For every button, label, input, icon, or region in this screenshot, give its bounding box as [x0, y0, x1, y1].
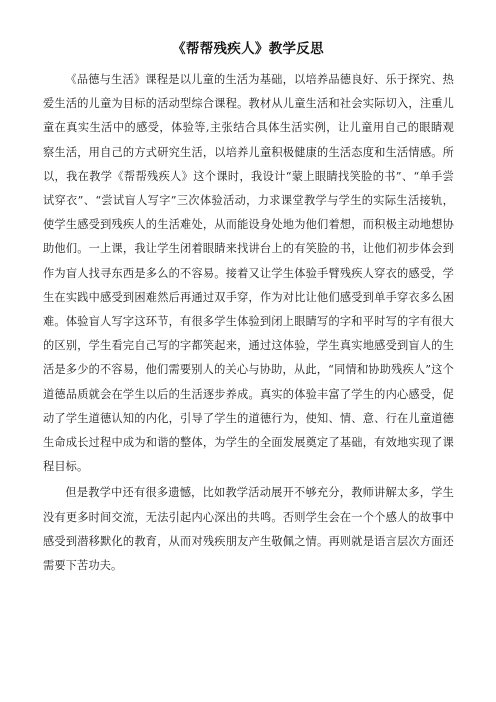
document-body	[43, 68, 454, 578]
paragraph-2: 但是教学中还有很多遗憾，比如教学活动展开不够充分，教师讲解太多，学生没有更多时间交流，无法引起内心深出的共鸣。否则学生会在一个个感人的故事中感受到潜移默化的教育，从而对残疾朋友产生敬佩之情。再则就是语言层次方面还需要下苦功夫。	[43, 486, 454, 573]
document-title: 《帮帮残疾人》教学反思	[172, 41, 324, 57]
paragraph-1: 《品德与生活》课程是以儿童的生活为基础，以培养品德良好、乐于探究、热爱生活的儿童为目标的活动型综合课程。教材从儿童生活和社会实际切入，注重儿童在真实生活中的感受，体验等,主张结合具体生活实例，让儿童用自己的眼睛观察生活，用自己的方式研究生活，以培养儿童积极健康的生活态度和生活情感。所以，我在教学《帮帮残疾人》这个课时，我设计“蒙上眼睛找笑脸的书”、“单手尝试穿衣”、“尝试盲人写字”三次体验活动，力求课堂教学与学生的实际生活接轨，使学生感受到残疾人的生活难处，从而能设身处地为他们着想，而积极主动地想协助他们。一上课，我让学生闭着眼睛来找讲台上的有笑脸的书，让他们初步体会到作为盲人找寻东西是多么的不容易。接着又让学生体验手臂残疾人穿衣的感受，学生在实践中感受到困难然后再通过双手穿，作为对比让他们感受到单手穿衣多么困难。体验盲人写字这环节，有很多学生体验到闭上眼睛写的字和平时写的字有很大的区别，学生看完自己写的字都笑起来，通过这体验，学生真实地感受到盲人的生活是多少的不容易，他们需要别人的关心与协助，从此，“同情和协助残疾人”这个道德品质就会在学生以后的生活逐步养成。真实的体验丰富了学生的内心感受，促动了学生道德认知的内化，引导了学生的道德行为，使知、情、意、行在儿童道德生命成长过程中成为和谐的整体，为学生的全面发展奠定了基础，有效地实现了课程目标。	[43, 73, 454, 474]
